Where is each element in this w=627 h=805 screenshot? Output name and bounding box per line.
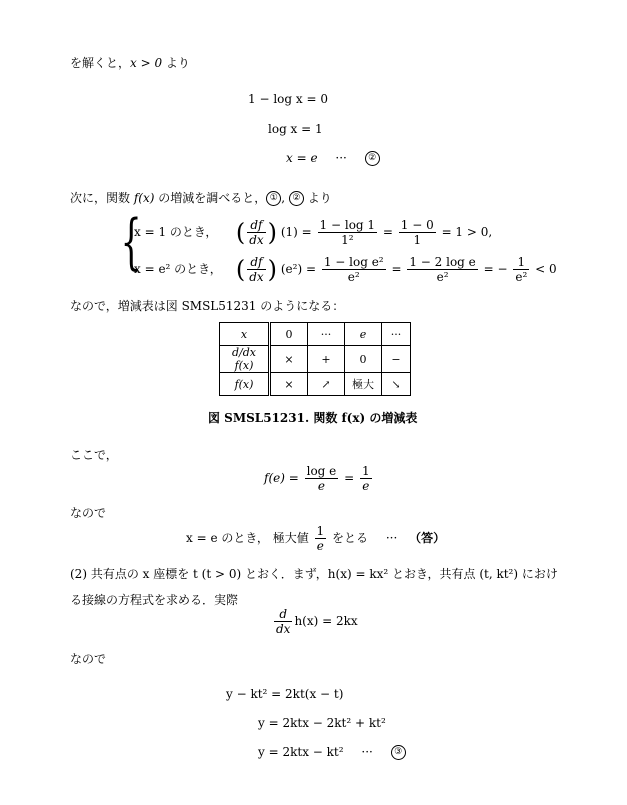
answer-line: x = e のとき， 極大値 $\frac{1}{e}$ をとる ··· （答）	[186, 524, 446, 553]
text-line-solve: を解くと，x > 0 より	[70, 56, 190, 70]
table-row	[220, 373, 411, 396]
circled-1: ①	[266, 191, 281, 206]
table-row	[220, 346, 411, 373]
table-cell: ···	[382, 323, 411, 346]
increase-decrease-table	[219, 322, 411, 396]
text-line-part2-2: る接線の方程式を求める．実際	[70, 593, 239, 607]
table-cell: 0	[270, 323, 308, 346]
table-cell: e	[345, 323, 382, 346]
table-cell: x	[220, 323, 270, 346]
table-cell: 0	[345, 346, 382, 373]
table-cell: ···	[308, 323, 345, 346]
derivative-h: $\frac{d}{dx}$ h(x) = 2kx	[276, 607, 358, 636]
table-cell: ×	[270, 346, 308, 373]
tangent-eq-1: y − kt² = 2kt(x − t)	[226, 687, 344, 701]
text-line-node-1: なので	[70, 506, 107, 520]
fe-equation: f(e) = $\frac{\text{log e}}{e}$ = $\frac{1}{e}$	[264, 464, 370, 493]
table-caption: 図 SMSL51231. 関数 f(x) の増減表	[208, 411, 418, 425]
tangent-eq-2: y = 2ktx − 2kt² + kt²	[258, 716, 386, 730]
table-cell: ↘	[382, 373, 411, 396]
case-2: x = e² のとき， ( $\frac{df}{dx}$ ) (e²) = $\frac{\text{1 − log e²}}{\text{e²}}$ = $\frac{\text{1 − 2 log e}}{\text{e²}}$ = − $\frac{1}{\text{e²}}$ < 0	[134, 255, 557, 284]
text-line-node-2: なので	[70, 652, 107, 666]
table-cell: ×	[270, 373, 308, 396]
equation-1: 1 − log x = 0	[248, 92, 328, 106]
table-cell: 極大	[345, 373, 382, 396]
table-cell: ↗	[308, 373, 345, 396]
text-line-here: ここで，	[70, 448, 118, 462]
equation-2: log x = 1	[268, 122, 323, 136]
text-line-increase-decrease: 次に，関数 f(x) の増減を調べると， ① , ② より	[70, 191, 332, 205]
table-cell: d/dx f(x)	[220, 346, 270, 373]
circled-2: ②	[289, 191, 304, 206]
text-line-table-intro: なので，増減表は図 SMSL51231 のようになる：	[70, 299, 345, 313]
text-line-part2-1: (2) 共有点の x 座標を t (t > 0) とおく．まず，h(x) = kx² とおき，共有点 (t, kt²) におけ	[70, 567, 558, 581]
table-row	[220, 323, 411, 346]
circled-2: ②	[365, 151, 380, 166]
table-cell: +	[308, 346, 345, 373]
circled-3: ③	[391, 745, 406, 760]
cases-brace: {	[120, 207, 142, 277]
tangent-eq-3: y = 2ktx − kt² ··· ③	[258, 745, 406, 760]
table-cell: −	[382, 346, 411, 373]
case-1: x = 1 のとき， ( $\frac{df}{dx}$ ) (1) = $\frac{1 - \log 1}{\text{1²}}$ = $\frac{1 - 0}{1}$ = 1 > 0,	[134, 218, 493, 247]
table-cell: f(x)	[220, 373, 270, 396]
equation-3: x = e ··· ②	[286, 151, 380, 166]
